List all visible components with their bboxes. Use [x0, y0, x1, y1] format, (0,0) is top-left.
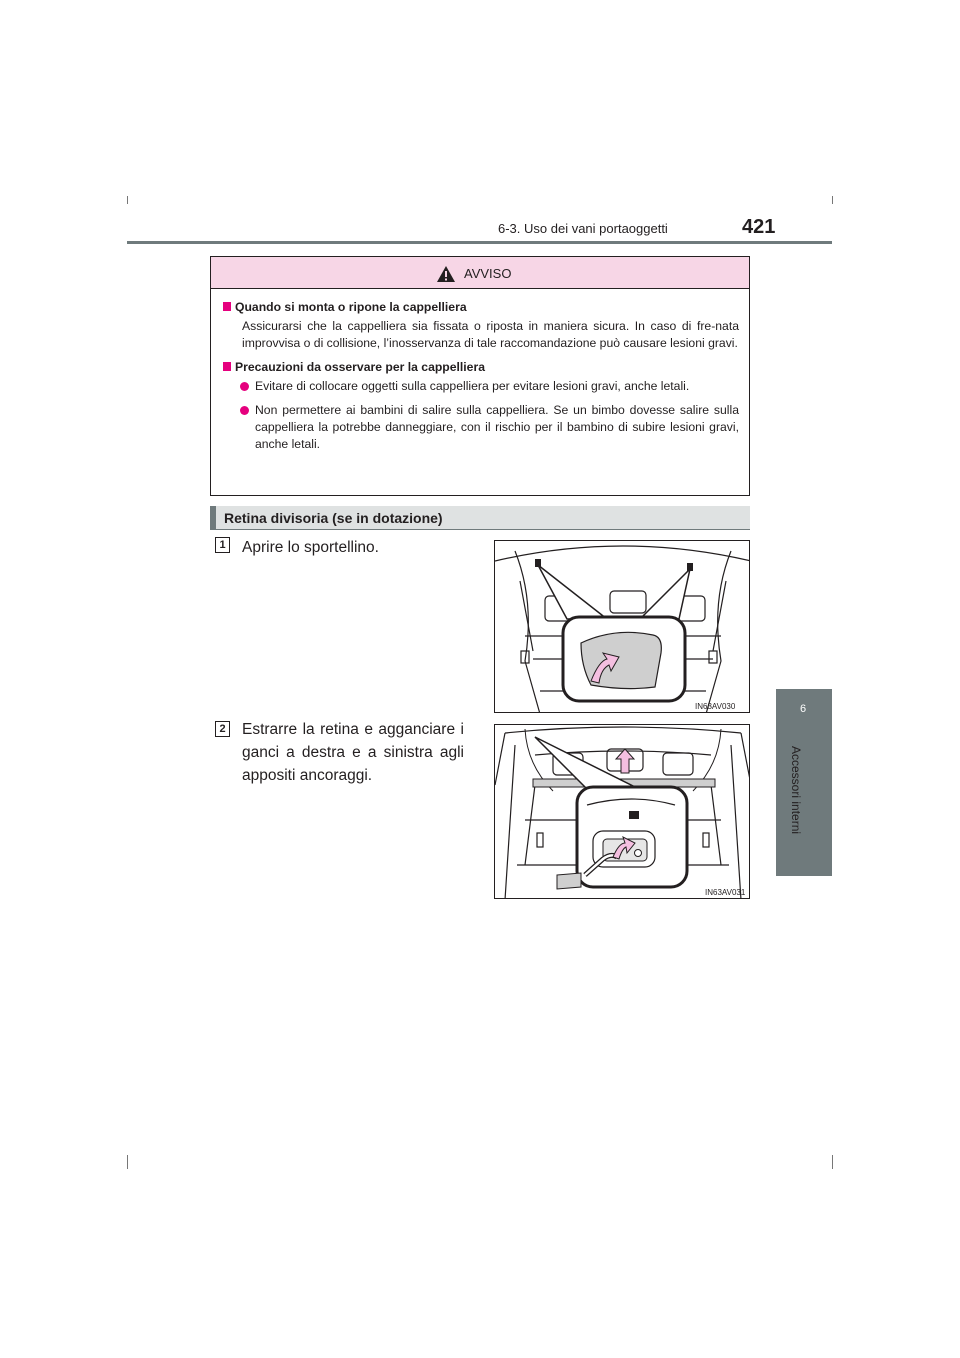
- warning-heading: [223, 359, 739, 376]
- warning-heading-text: Precauzioni da osservare per la cappelliera: [235, 360, 485, 374]
- subsection-heading: [210, 506, 750, 530]
- warning-header: [211, 257, 749, 289]
- step-text-1: Aprire lo sportellino.: [242, 539, 379, 556]
- warning-paragraph: Assicurarsi che la cappelliera sia fissata o riposta in maniera sicura. In caso di fre-nata improvvisa o di collisione, l’inosservanza di tale raccomandazione può causare lesioni gravi.: [242, 319, 739, 350]
- crop-mark: [127, 1155, 128, 1169]
- warning-title: AVVISO: [464, 266, 512, 281]
- crop-mark: [832, 196, 833, 204]
- warning-bullet-text: Evitare di collocare oggetti sulla cappelliera per evitare lesioni gravi, anche letali.: [255, 379, 690, 393]
- crop-mark: [832, 1155, 833, 1169]
- chapter-label: [789, 746, 810, 896]
- square-bullet-icon: [223, 302, 231, 311]
- warning-triangle-icon: [436, 265, 456, 283]
- warning-box: [210, 256, 750, 496]
- warning-bullet-text: Non permettere ai bambini di salire sulla cappelliera. Se un bimbo dovesse salire sulla cappelliera la potrebbe danneggiare, con il rischio per il bambino di subire lesioni gravi, anche letali.: [255, 403, 739, 451]
- figure-open-lid: [494, 540, 750, 713]
- chapter-label-text: Accessori interni: [789, 746, 803, 835]
- subsection-title: Retina divisoria (se in dotazione): [224, 510, 443, 526]
- round-bullet-icon: [240, 382, 249, 391]
- chapter-tab-number: 6: [800, 703, 807, 715]
- square-bullet-icon: [223, 362, 231, 371]
- warning-bullet: [223, 402, 739, 453]
- header-rule: [127, 241, 832, 244]
- warning-heading-text: Quando si monta o ripone la cappelliera: [235, 300, 467, 314]
- page-number: 421: [742, 216, 776, 238]
- trunk-lid-illustration: [495, 541, 750, 713]
- subsection-bar: [210, 506, 216, 530]
- warning-body: [211, 289, 749, 453]
- step-text-2: Estrarre la retina e agganciare i ganci a destra e a sinistra agli appositi ancoraggi.: [242, 721, 464, 784]
- warning-heading: [223, 299, 739, 316]
- crop-mark: [127, 196, 128, 204]
- figure-hook-net: [494, 724, 750, 899]
- warning-bullet: [223, 378, 739, 395]
- figure-code: IN63AV031: [705, 888, 746, 897]
- figure-code: IN63AV030: [695, 702, 736, 711]
- section-title: 6-3. Uso dei vani portaoggetti: [498, 221, 668, 236]
- cargo-net-illustration: [495, 725, 750, 899]
- round-bullet-icon: [240, 406, 249, 415]
- step-number-2: 2: [215, 721, 230, 737]
- step-number-1: 1: [215, 537, 230, 553]
